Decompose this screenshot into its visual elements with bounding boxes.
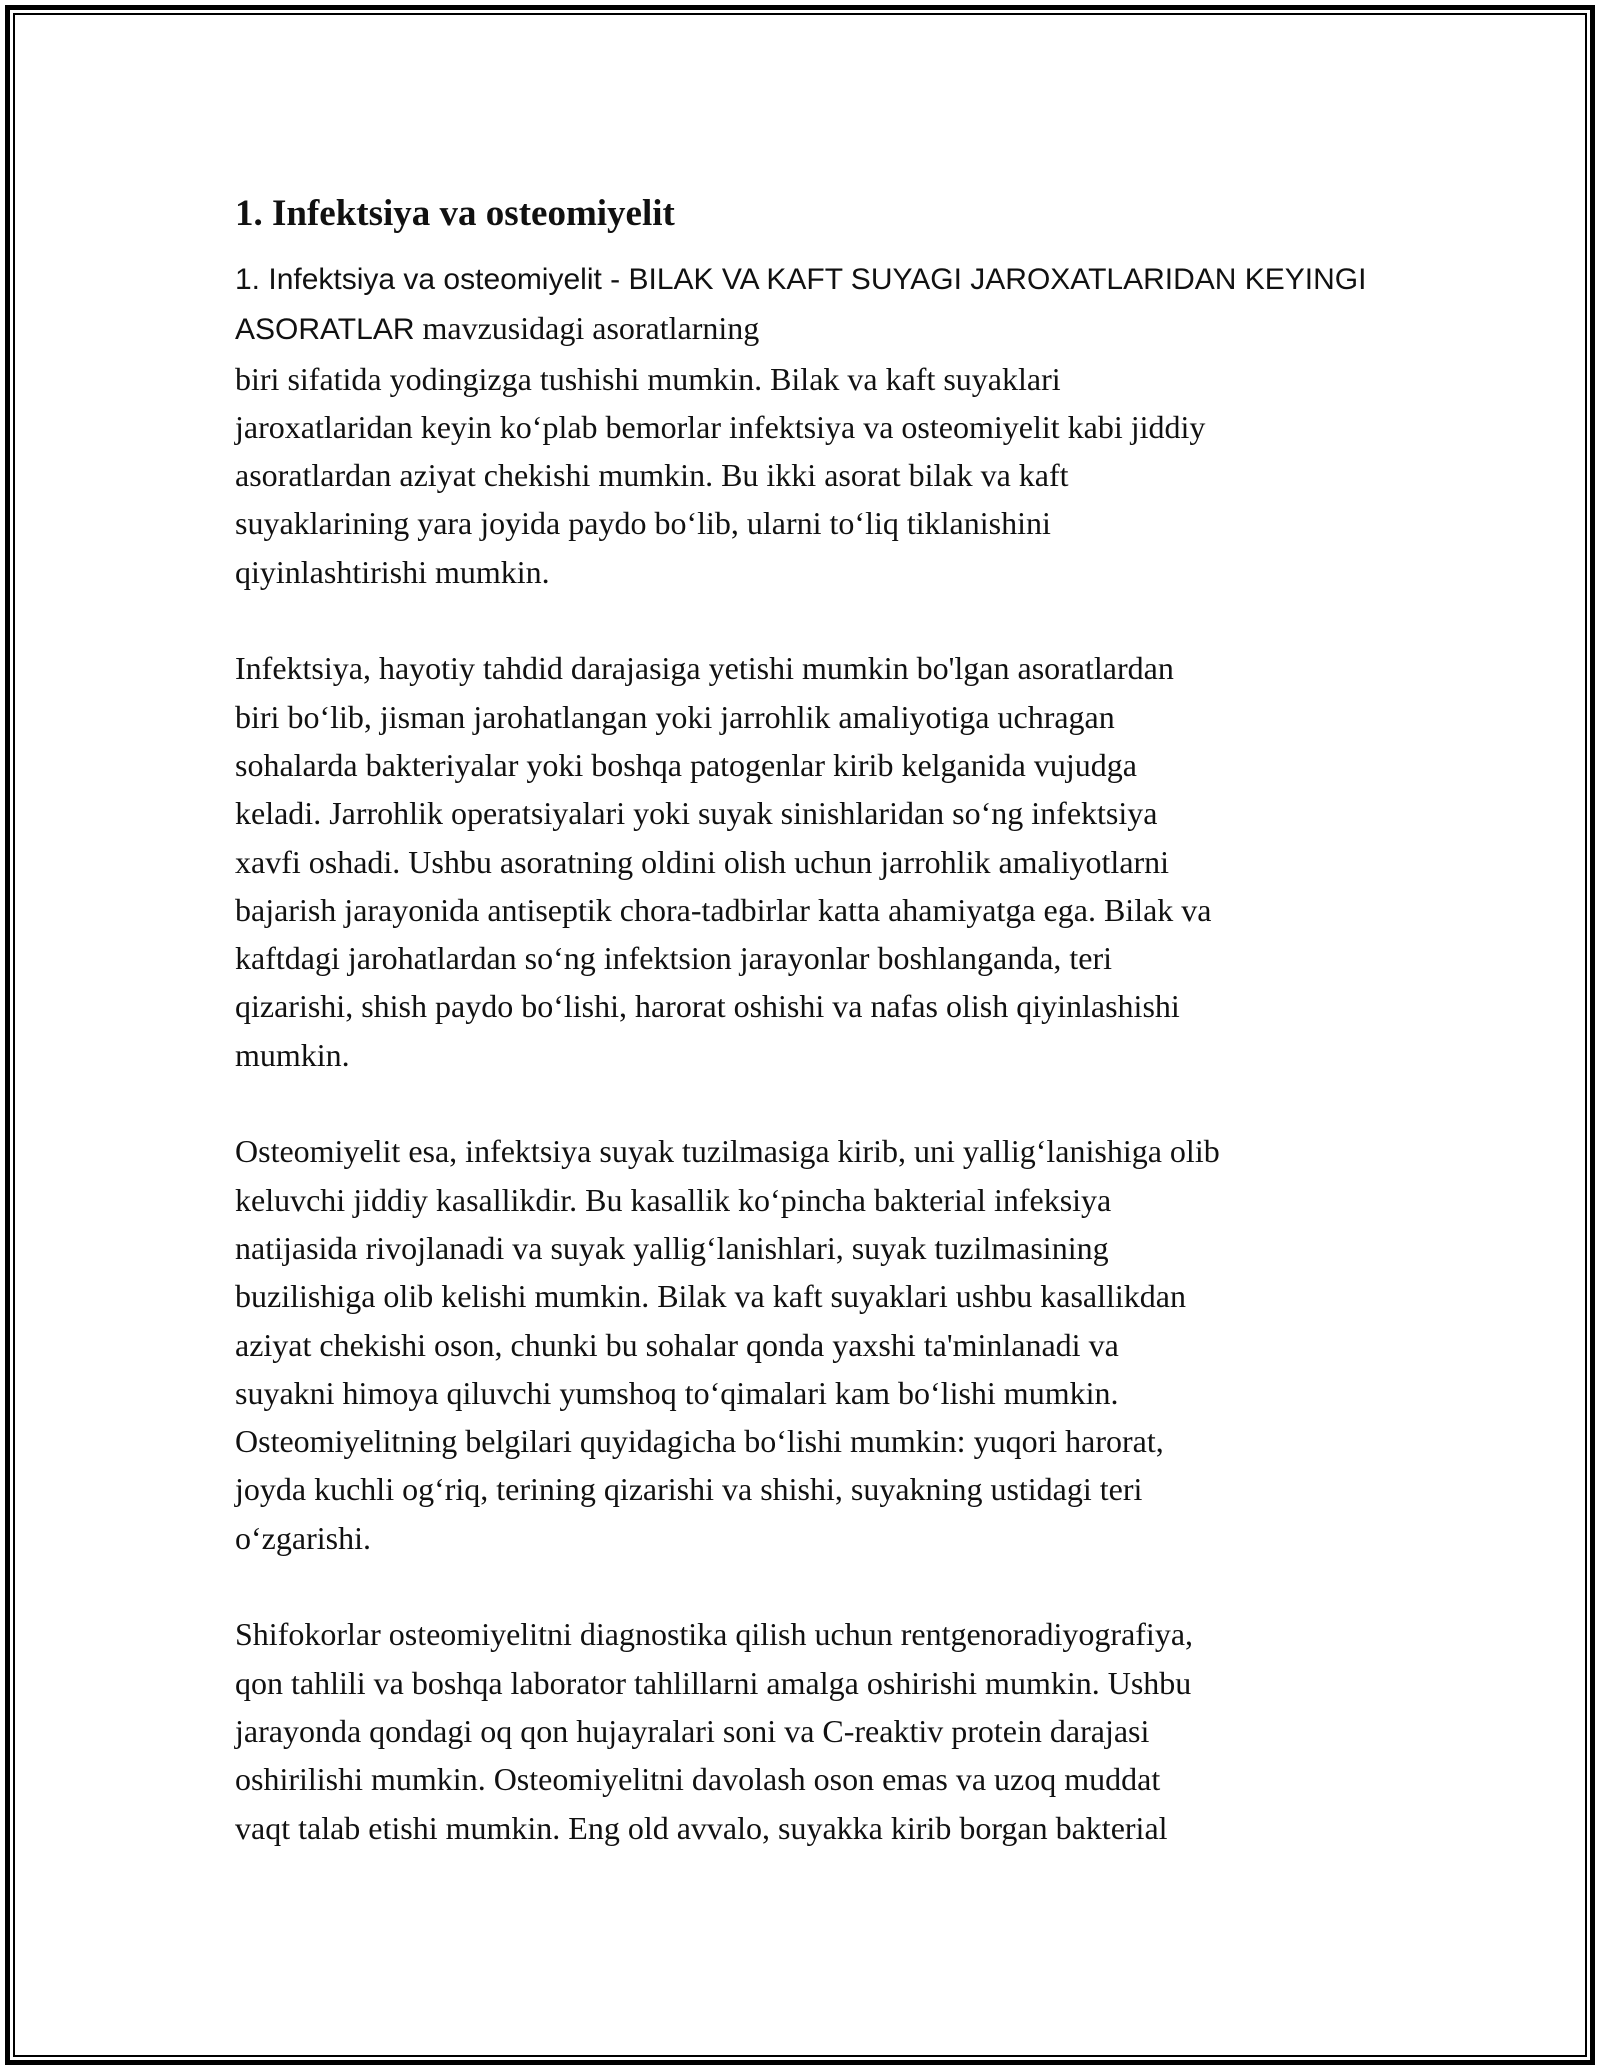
paragraph-line: jaroxatlaridan keyin ko‘plab bemorlar infektsiya va osteomiyelit kabi jiddiy	[235, 408, 1206, 445]
paragraph-line: Shifokorlar osteomiyelitni diagnostika qilish uchun rentgenoradiyografiya,	[235, 1616, 1194, 1653]
paragraph-line: joyda kuchli og‘riq, terining qizarishi va shishi, suyakning ustidagi teri	[235, 1471, 1143, 1508]
section-heading: 1. Infektsiya va osteomiyelit	[235, 193, 675, 234]
paragraph-line: sohalarda bakteriyalar yoki boshqa patogenlar kirib kelganida vujudga	[235, 746, 1137, 783]
paragraph-line: Osteomiyelitning belgilari quyidagicha bo‘lishi mumkin: yuqori harorat,	[235, 1423, 1164, 1460]
paragraph-diagnostics	[235, 1610, 1375, 1851]
paragraph-lead-text: 1. Infektsiya va osteomiyelit - BILAK VA KAFT SUYAGI JAROXATLARIDAN KEYINGI ASORATLAR	[235, 263, 1367, 347]
paragraph-line: natijasida rivojlanadi va suyak yallig‘lanishlari, suyak tuzilmasining	[235, 1229, 1109, 1266]
paragraph-line: keladi. Jarrohlik operatsiyalari yoki suyak sinishlaridan so‘ng infektsiya	[235, 795, 1158, 832]
paragraph-line: bajarish jarayonida antiseptik chora-tadbirlar katta ahamiyatga ega. Bilak va	[235, 891, 1212, 928]
paragraph-line: suyakni himoya qiluvchi yumshoq to‘qimalari kam bo‘lishi mumkin.	[235, 1374, 1119, 1411]
paragraph-infection	[235, 644, 1375, 1079]
paragraph-line: xavfi oshadi. Ushbu asoratning oldini olish uchun jarrohlik amaliyotlarni	[235, 843, 1170, 880]
paragraph-line: biri bo‘lib, jisman jarohatlangan yoki jarrohlik amaliyotiga uchragan	[235, 698, 1115, 735]
paragraph-line: buzilishiga olib kelishi mumkin. Bilak va kaft suyaklari ushbu kasallikdan	[235, 1278, 1186, 1315]
paragraph-line: vaqt talab etishi mumkin. Eng old avvalo, suyakka kirib borgan bakterial	[235, 1809, 1168, 1846]
paragraph-line: mavzusidagi asoratlarning	[414, 310, 760, 347]
paragraph-line: qiyinlashtirishi mumkin.	[235, 553, 550, 590]
paragraph-line: suyaklarining yara joyida paydo bo‘lib, ularni to‘liq tiklanishini	[235, 505, 1051, 542]
paragraph-osteomyelitis	[235, 1127, 1375, 1562]
paragraph-line: keluvchi jiddiy kasallikdir. Bu kasallik ko‘pincha bakterial infeksiya	[235, 1181, 1112, 1218]
paragraph-line: mumkin.	[235, 1036, 350, 1073]
paragraph-line: qon tahlili va boshqa laborator tahlillarni amalga oshirishi mumkin. Ushbu	[235, 1664, 1192, 1701]
paragraph-line: aziyat chekishi oson, chunki bu sohalar qonda yaxshi ta'minlanadi va	[235, 1326, 1119, 1363]
paragraph-line: asoratlardan aziyat chekishi mumkin. Bu ikki asorat bilak va kaft	[235, 457, 1069, 494]
paragraph-line: jarayonda qondagi oq qon hujayralari soni va C-reaktiv protein darajasi	[235, 1712, 1150, 1749]
paragraph-line: qizarishi, shish paydo bo‘lishi, harorat oshishi va nafas olish qiyinlashishi	[235, 988, 1180, 1025]
document-body	[235, 188, 1375, 1852]
paragraph-line: kaftdagi jarohatlardan so‘ng infektsion jarayonlar boshlanganda, teri	[235, 940, 1113, 977]
paragraph-line: oshirilishi mumkin. Osteomiyelitni davolash oson emas va uzoq muddat	[235, 1761, 1161, 1798]
paragraph-line: biri sifatida yodingizga tushishi mumkin. Bilak va kaft suyaklari	[235, 360, 1061, 397]
paragraph-intro	[235, 254, 1375, 596]
paragraph-line: Osteomiyelit esa, infektsiya suyak tuzilmasiga kirib, uni yallig‘lanishiga olib	[235, 1133, 1220, 1170]
paragraph-line: Infektsiya, hayotiy tahdid darajasiga yetishi mumkin bo'lgan asoratlardan	[235, 650, 1174, 687]
paragraph-line: o‘zgarishi.	[235, 1519, 371, 1556]
